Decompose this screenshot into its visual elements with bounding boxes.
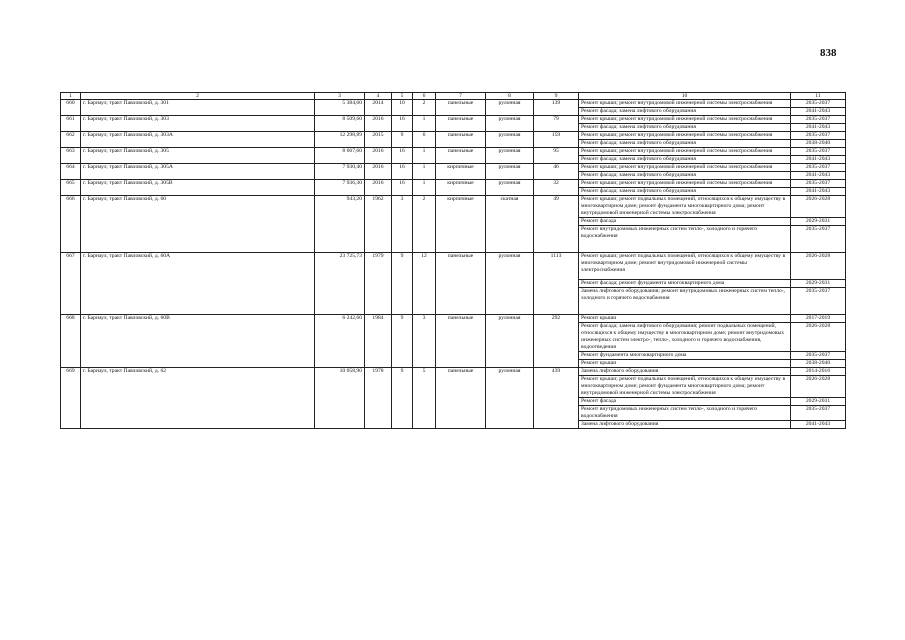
roof-type-cell: рулонная <box>486 253 534 315</box>
area-cell: 943,20 <box>315 196 365 253</box>
floors-cell: 9 <box>392 315 413 368</box>
table-row <box>61 148 846 156</box>
work-period-cell: 2041-2043 <box>791 421 846 429</box>
work-description-cell: Ремонт фасада <box>579 398 791 406</box>
wall-material-cell: кирпичные <box>436 180 486 196</box>
area-cell: 5 384,60 <box>315 100 365 116</box>
work-period-cell: 2041-2043 <box>791 108 846 116</box>
table-row <box>61 116 846 124</box>
work-description-cell: Ремонт крыши <box>579 360 791 368</box>
wall-material-cell: панельные <box>436 116 486 132</box>
column-header: 5 <box>392 93 413 100</box>
row-number: 660 <box>61 100 81 116</box>
floors-cell: 16 <box>392 148 413 164</box>
area-cell: 7 930,40 <box>315 164 365 180</box>
work-description-cell: Ремонт крыши; ремонт подвальных помещений, относящихся к общему имуществу в многоквартирном доме; ремонт фундамента многоквартирного дома; ремонт внутридомовой инженерной системы электроснабжения <box>579 196 791 218</box>
work-period-cell: 2038-2040 <box>791 140 846 148</box>
table-row <box>61 180 846 188</box>
floors-cell: 10 <box>392 100 413 116</box>
work-description-cell: Ремонт внутридомовых инженерных систем тепло-, холодного и горячего водоснабжения <box>579 406 791 421</box>
address-cell: г. Барнаул, тракт Павловский, д. 301 <box>81 100 315 116</box>
area-cell: 12 298,89 <box>315 132 365 148</box>
page-number: 838 <box>820 47 837 59</box>
work-description-cell: Ремонт крыши; ремонт подвальных помещений, относящихся к общему имуществу в многоквартирном доме; ремонт внутридомовой инженерной системы электроснабжения <box>579 253 791 280</box>
wall-material-cell: панельные <box>436 148 486 164</box>
work-description-cell: Ремонт крыши; ремонт внутридомовой инженерной системы электроснабжения <box>579 100 791 108</box>
work-description-cell: Замена лифтового оборудования <box>579 368 791 376</box>
work-period-cell: 2026-2028 <box>791 323 846 352</box>
floors-cell: 16 <box>392 116 413 132</box>
work-description-cell: Ремонт крыши; ремонт внутридомовой инженерной системы электроснабжения <box>579 164 791 172</box>
column-header: 4 <box>365 93 392 100</box>
work-period-cell: 2035-2037 <box>791 352 846 360</box>
column-header: 10 <box>579 93 791 100</box>
column-number-row <box>61 93 846 100</box>
floors-cell: 9 <box>392 253 413 315</box>
work-period-cell: 2035-2037 <box>791 288 846 315</box>
row-number: 667 <box>61 253 81 315</box>
year-cell: 2016 <box>365 164 392 180</box>
row-number: 666 <box>61 196 81 253</box>
row-number: 665 <box>61 180 81 196</box>
residents-cell: 49 <box>534 196 579 253</box>
work-period-cell: 2041-2043 <box>791 188 846 196</box>
work-period-cell: 2041-2043 <box>791 172 846 180</box>
year-cell: 2016 <box>365 180 392 196</box>
column-header: 7 <box>436 93 486 100</box>
wall-material-cell: панельные <box>436 132 486 148</box>
address-cell: г. Барнаул, тракт Павловский, д. 60 <box>81 196 315 253</box>
column-header: 1 <box>61 93 81 100</box>
work-period-cell: 2041-2043 <box>791 156 846 164</box>
column-header: 6 <box>413 93 436 100</box>
work-description-cell: Ремонт фасада; замена лифтового оборудования; ремонт подвальных помещений, относящихся к общему имуществу в многоквартирном доме; ремонт внутридомовых инженерных систем электро-, тепло-, холодного и горячего водоснабжения, водоотведения <box>579 323 791 352</box>
row-number: 662 <box>61 132 81 148</box>
address-cell: г. Барнаул, тракт Павловский, д. 305 <box>81 148 315 164</box>
table-row <box>61 164 846 172</box>
work-period-cell: 2026-2028 <box>791 253 846 280</box>
year-cell: 1962 <box>365 196 392 253</box>
address-cell: г. Барнаул, тракт Павловский, д. 60В <box>81 315 315 368</box>
work-period-cell: 2035-2037 <box>791 180 846 188</box>
entrances-cell: 3 <box>413 315 436 368</box>
area-cell: 8 667,60 <box>315 148 365 164</box>
row-number: 663 <box>61 148 81 164</box>
residents-cell: 139 <box>534 100 579 116</box>
area-cell: 10 058,90 <box>315 368 365 429</box>
entrances-cell: 1 <box>413 164 436 180</box>
column-header: 11 <box>791 93 846 100</box>
work-period-cell: 2035-2037 <box>791 164 846 172</box>
wall-material-cell: панельные <box>436 100 486 116</box>
address-cell: г. Барнаул, тракт Павловский, д. 303А <box>81 132 315 148</box>
table-row <box>61 100 846 108</box>
work-period-cell: 2035-2037 <box>791 226 846 253</box>
work-description-cell: Ремонт фасада; замена лифтового оборудования <box>579 108 791 116</box>
wall-material-cell: панельные <box>436 315 486 368</box>
address-cell: г. Барнаул, тракт Павловский, д. 303 <box>81 116 315 132</box>
entrances-cell: 6 <box>413 132 436 148</box>
wall-material-cell: кирпичные <box>436 164 486 180</box>
row-number: 661 <box>61 116 81 132</box>
work-period-cell: 2035-2037 <box>791 100 846 108</box>
residents-cell: 79 <box>534 116 579 132</box>
entrances-cell: 1 <box>413 116 436 132</box>
entrances-cell: 2 <box>413 100 436 116</box>
floors-cell: 9 <box>392 132 413 148</box>
work-description-cell: Ремонт крыши; ремонт внутридомовой инженерной системы электроснабжения <box>579 116 791 124</box>
roof-type-cell: рулонная <box>486 148 534 164</box>
year-cell: 2015 <box>365 132 392 148</box>
entrances-cell: 1 <box>413 180 436 196</box>
wall-material-cell: кирпичные <box>436 196 486 253</box>
roof-type-cell: скатная <box>486 196 534 253</box>
roof-type-cell: рулонная <box>486 180 534 196</box>
year-cell: 2016 <box>365 116 392 132</box>
year-cell: 2016 <box>365 148 392 164</box>
work-period-cell: 2035-2037 <box>791 116 846 124</box>
area-cell: 7 936,30 <box>315 180 365 196</box>
floors-cell: 3 <box>392 196 413 253</box>
floors-cell: 9 <box>392 368 413 429</box>
residents-cell: 292 <box>534 315 579 368</box>
table-row <box>61 196 846 218</box>
work-period-cell: 2017-2019 <box>791 315 846 323</box>
work-period-cell: 2029-2031 <box>791 280 846 288</box>
work-description-cell: Ремонт фасада; замена лифтового оборудования <box>579 156 791 164</box>
entrances-cell: 5 <box>413 368 436 429</box>
work-period-cell: 2029-2031 <box>791 218 846 226</box>
work-description-cell: Ремонт фасада; замена лифтового оборудования <box>579 188 791 196</box>
work-period-cell: 2038-2040 <box>791 360 846 368</box>
work-period-cell: 2035-2037 <box>791 132 846 140</box>
work-description-cell: Ремонт крыши; ремонт внутридомовой инженерной системы электроснабжения <box>579 132 791 140</box>
work-period-cell: 2035-2037 <box>791 148 846 156</box>
work-description-cell: Ремонт крыши; ремонт внутридомовой инженерной системы электроснабжения <box>579 148 791 156</box>
address-cell: г. Барнаул, тракт Павловский, д. 305А <box>81 164 315 180</box>
area-cell: 8 509,60 <box>315 116 365 132</box>
table-row <box>61 368 846 376</box>
area-cell: 23 725,73 <box>315 253 365 315</box>
address-cell: г. Барнаул, тракт Павловский, д. 60А <box>81 253 315 315</box>
row-number: 668 <box>61 315 81 368</box>
floors-cell: 16 <box>392 164 413 180</box>
roof-type-cell: рулонная <box>486 315 534 368</box>
column-header: 3 <box>315 93 365 100</box>
roof-type-cell: рулонная <box>486 132 534 148</box>
work-description-cell: Замена лифтового оборудования; ремонт внутридомовых инженерных систем тепло-, холодного и горячего водоснабжения <box>579 288 791 315</box>
address-cell: г. Барнаул, тракт Павловский, д. 305В <box>81 180 315 196</box>
address-cell: г. Барнаул, тракт Павловский, д. 62 <box>81 368 315 429</box>
floors-cell: 16 <box>392 180 413 196</box>
work-description-cell: Ремонт фасада; замена лифтового оборудования <box>579 172 791 180</box>
roof-type-cell: рулонная <box>486 116 534 132</box>
entrances-cell: 2 <box>413 196 436 253</box>
row-number: 669 <box>61 368 81 429</box>
roof-type-cell: рулонная <box>486 100 534 116</box>
residents-cell: 46 <box>534 164 579 180</box>
work-description-cell: Ремонт крыши; ремонт подвальных помещений, относящихся к общему имуществу в многоквартирном доме; ремонт фундамента многоквартирного дома; ремонт внутридомовой инженерной системы электроснабжения <box>579 376 791 398</box>
year-cell: 1978 <box>365 368 392 429</box>
residents-cell: 439 <box>534 368 579 429</box>
work-description-cell: Ремонт крыши; ремонт внутридомовой инженерной системы электроснабжения <box>579 180 791 188</box>
year-cell: 2014 <box>365 100 392 116</box>
year-cell: 1984 <box>365 315 392 368</box>
work-period-cell: 2035-2037 <box>791 406 846 421</box>
work-description-cell: Ремонт внутридомовых инженерных систем тепло-, холодного и горячего водоснабжения <box>579 226 791 253</box>
year-cell: 1979 <box>365 253 392 315</box>
wall-material-cell: панельные <box>436 253 486 315</box>
roof-type-cell: рулонная <box>486 368 534 429</box>
table-row <box>61 253 846 280</box>
residents-cell: 1113 <box>534 253 579 315</box>
work-period-cell: 2029-2031 <box>791 398 846 406</box>
wall-material-cell: панельные <box>436 368 486 429</box>
residents-cell: 95 <box>534 148 579 164</box>
work-description-cell: Замена лифтового оборудования <box>579 421 791 429</box>
roof-type-cell: рулонная <box>486 164 534 180</box>
work-description-cell: Ремонт фундамента многоквартирного дома <box>579 352 791 360</box>
entrances-cell: 12 <box>413 253 436 315</box>
work-description-cell: Ремонт фасада; ремонт фундамента многоквартирного дома <box>579 280 791 288</box>
area-cell: 6 242,60 <box>315 315 365 368</box>
work-description-cell: Ремонт фасада; замена лифтового оборудования <box>579 140 791 148</box>
residents-cell: 32 <box>534 180 579 196</box>
residents-cell: 159 <box>534 132 579 148</box>
column-header: 2 <box>81 93 315 100</box>
work-period-cell: 2026-2028 <box>791 376 846 398</box>
work-period-cell: 2026-2028 <box>791 196 846 218</box>
entrances-cell: 1 <box>413 148 436 164</box>
work-period-cell: 2041-2043 <box>791 124 846 132</box>
register-table <box>60 92 846 429</box>
table-row <box>61 315 846 323</box>
row-number: 664 <box>61 164 81 180</box>
work-description-cell: Ремонт фасада <box>579 218 791 226</box>
column-header: 9 <box>534 93 579 100</box>
work-description-cell: Ремонт крыши <box>579 315 791 323</box>
work-description-cell: Ремонт фасада; замена лифтового оборудования <box>579 124 791 132</box>
work-period-cell: 2014-2016 <box>791 368 846 376</box>
column-header: 8 <box>486 93 534 100</box>
table-row <box>61 132 846 140</box>
